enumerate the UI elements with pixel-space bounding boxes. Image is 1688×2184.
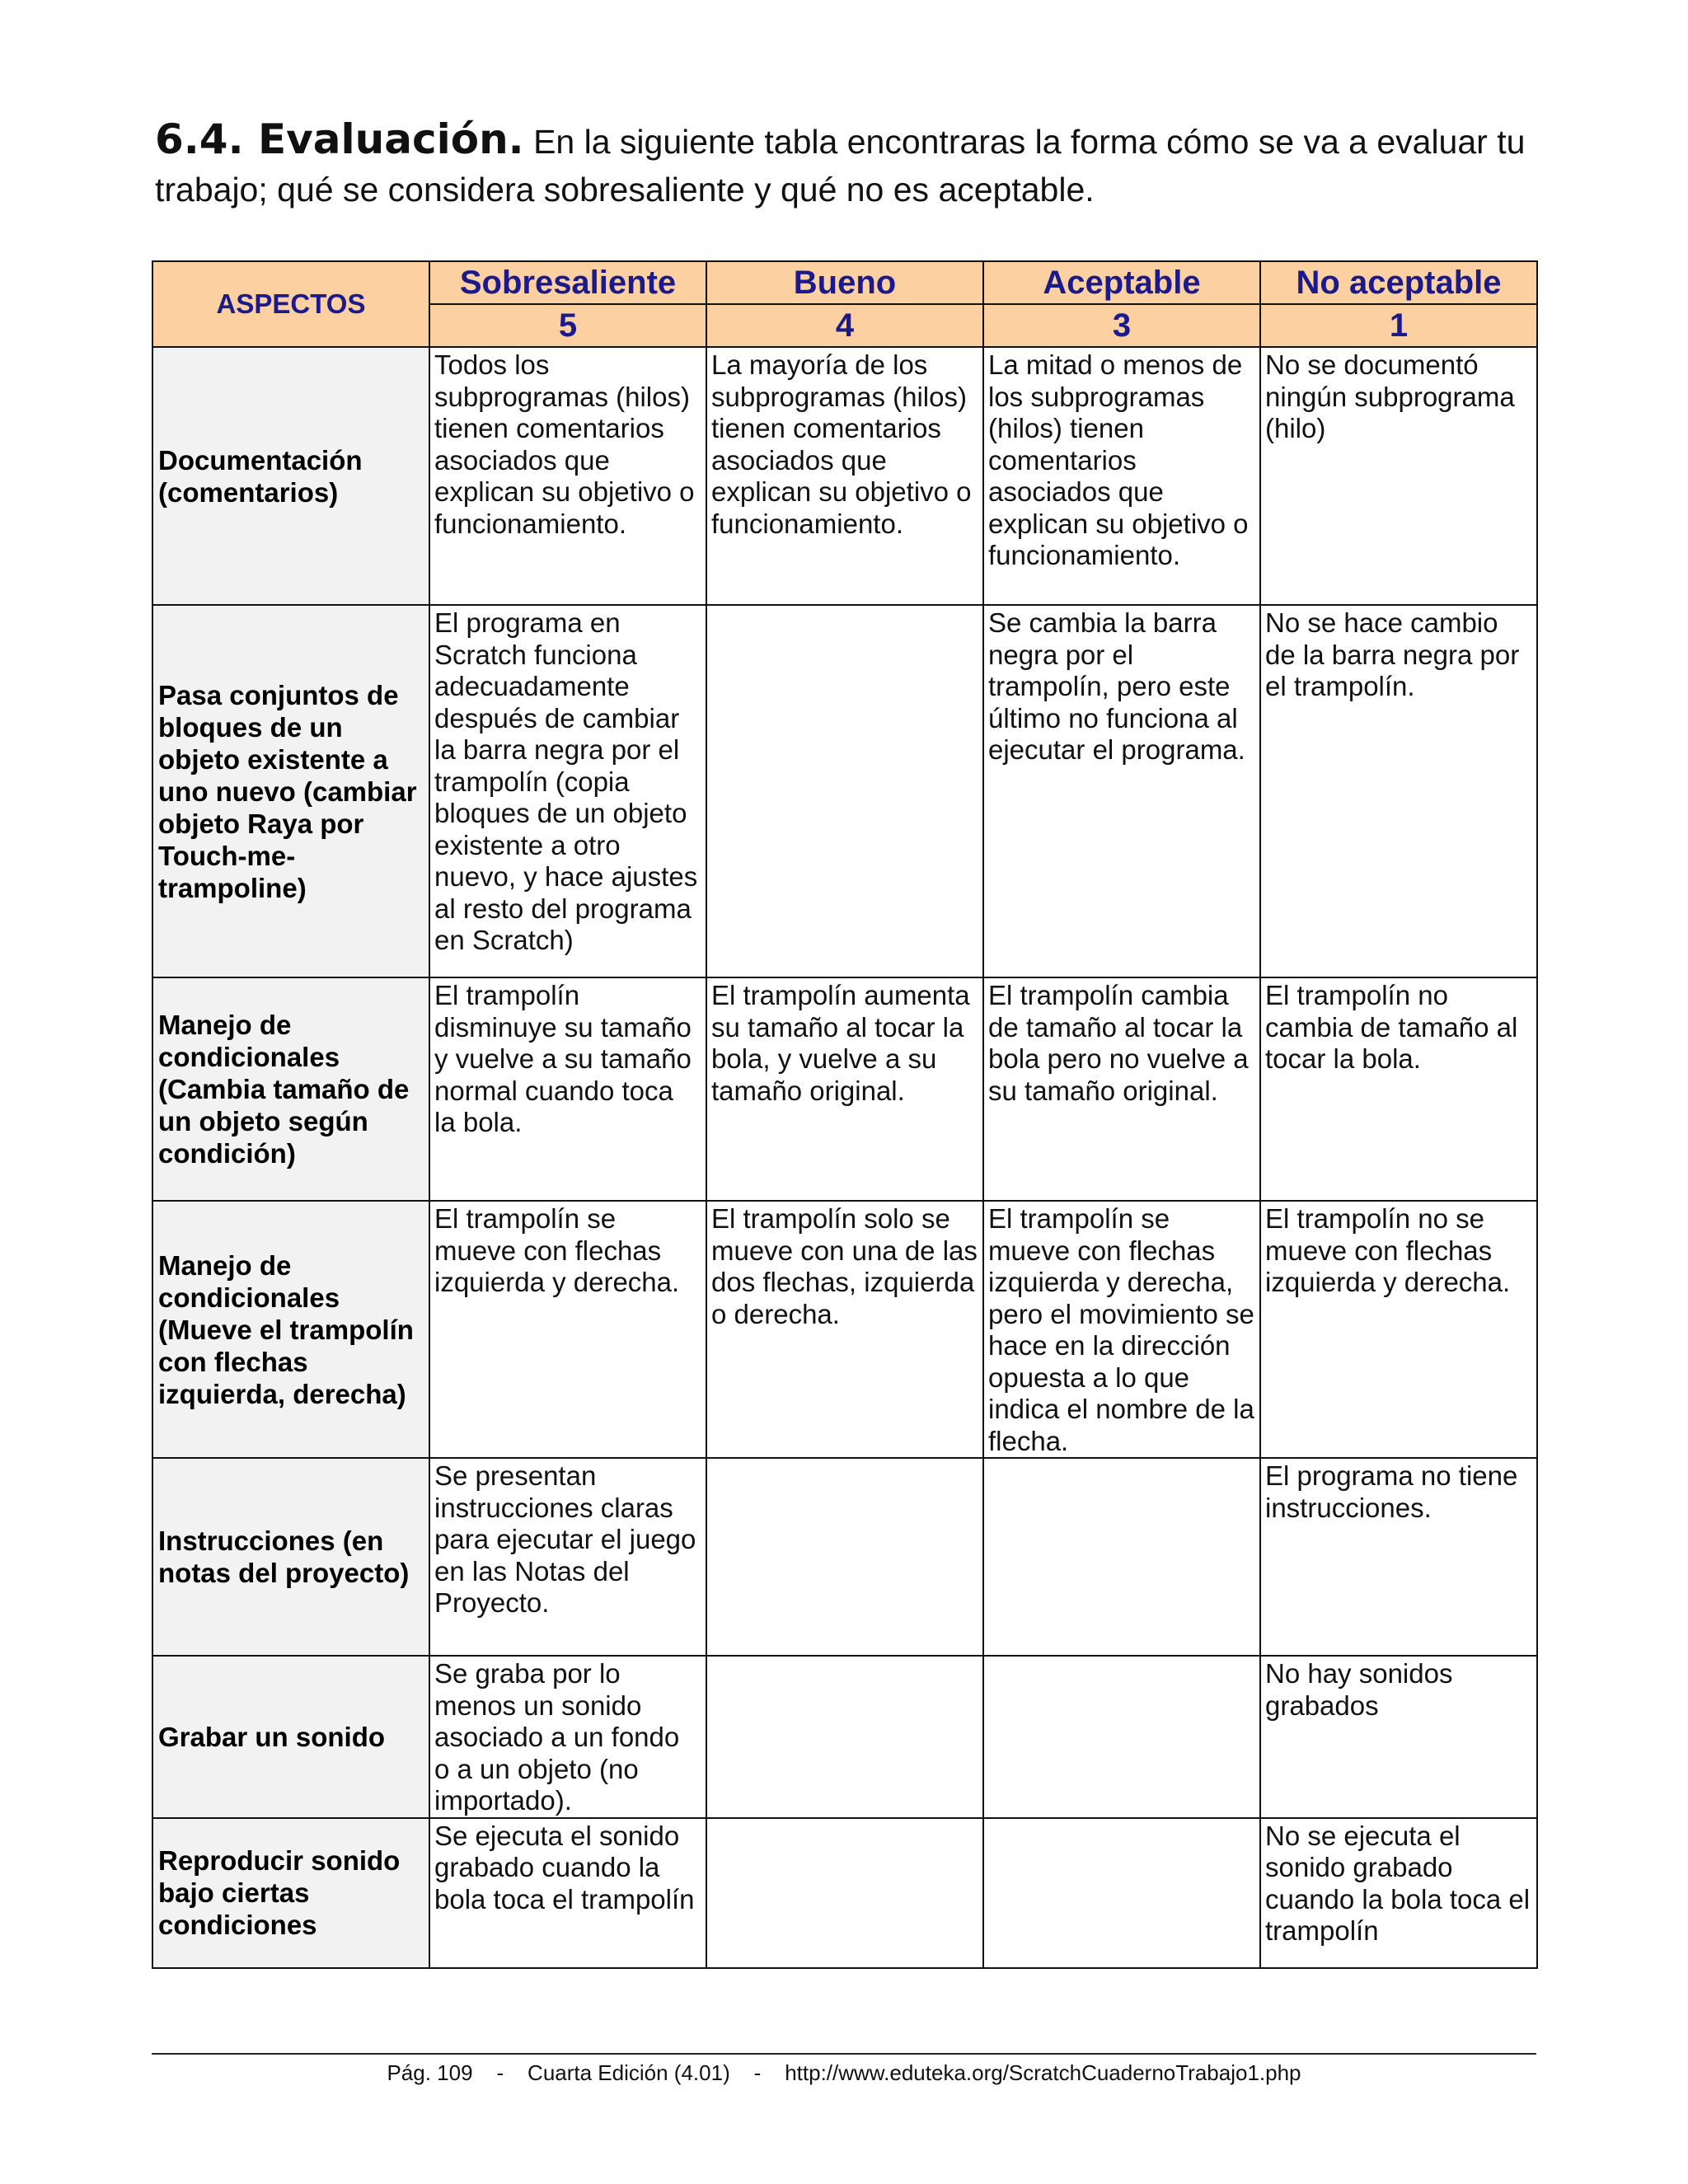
- aspect-label: Instrucciones (en notas del proyecto): [152, 1458, 429, 1656]
- criterion-cell: [983, 1458, 1260, 1656]
- table-row: [152, 347, 1537, 605]
- criterion-cell: No se ejecuta el sonido grabado cuando la bola toca el trampolín: [1260, 1818, 1537, 1968]
- score-header: 3: [983, 304, 1260, 347]
- criterion-cell: El programa en Scratch funciona adecuadamente después de cambiar la barra negra por el trampolín (copia bloques de un objeto existente a otro nuevo, y hace ajustes al resto del programa en Scratch): [429, 605, 706, 977]
- section-heading: [155, 115, 1589, 213]
- level-header: Sobresaliente: [429, 261, 706, 304]
- score-header: 4: [706, 304, 983, 347]
- criterion-cell: Se presentan instrucciones claras para ejecutar el juego en las Notas del Proyecto.: [429, 1458, 706, 1656]
- criterion-cell: [706, 1818, 983, 1968]
- criterion-cell: [706, 1458, 983, 1656]
- criterion-cell: Se ejecuta el sonido grabado cuando la bola toca el trampolín: [429, 1818, 706, 1968]
- table-row: [152, 1458, 1537, 1656]
- criterion-cell: Se cambia la barra negra por el trampolín, pero este último no funciona al ejecutar el programa.: [983, 605, 1260, 977]
- criterion-cell: El trampolín se mueve con flechas izquierda y derecha, pero el movimiento se hace en la dirección opuesta a lo que indica el nombre de la flecha.: [983, 1201, 1260, 1458]
- level-header: Bueno: [706, 261, 983, 304]
- criterion-cell: Se graba por lo menos un sonido asociado a un fondo o a un objeto (no importado).: [429, 1656, 706, 1818]
- aspect-label: Manejo de condicionales (Mueve el trampolín con flechas izquierda, derecha): [152, 1201, 429, 1458]
- table-row: [152, 1818, 1537, 1968]
- footer-divider: [152, 2053, 1536, 2055]
- aspect-label: Reproducir sonido bajo ciertas condiciones: [152, 1818, 429, 1968]
- header-row-levels: [152, 261, 1537, 304]
- table-row: [152, 605, 1537, 977]
- criterion-cell: No hay sonidos grabados: [1260, 1656, 1537, 1818]
- footer-url: http://www.eduteka.org/ScratchCuadernoTrabajo1.php: [785, 2060, 1301, 2085]
- level-header: Aceptable: [983, 261, 1260, 304]
- criterion-cell: El trampolín no cambia de tamaño al tocar la bola.: [1260, 977, 1537, 1201]
- table-row: [152, 1201, 1537, 1458]
- page-footer: [152, 2060, 1536, 2086]
- level-header: No aceptable: [1260, 261, 1537, 304]
- criterion-cell: El trampolín cambia de tamaño al tocar la bola pero no vuelve a su tamaño original.: [983, 977, 1260, 1201]
- criterion-cell: El trampolín se mueve con flechas izquierda y derecha.: [429, 1201, 706, 1458]
- criterion-cell: Todos los subprogramas (hilos) tienen comentarios asociados que explican su objetivo o funcionamiento.: [429, 347, 706, 605]
- table-row: [152, 1656, 1537, 1818]
- criterion-cell: El trampolín disminuye su tamaño y vuelve a su tamaño normal cuando toca la bola.: [429, 977, 706, 1201]
- criterion-cell: [983, 1656, 1260, 1818]
- aspect-label: Pasa conjuntos de bloques de un objeto existente a uno nuevo (cambiar objeto Raya por Touch-me-trampoline): [152, 605, 429, 977]
- criterion-cell: La mayoría de los subprogramas (hilos) tienen comentarios asociados que explican su objetivo o funcionamiento.: [706, 347, 983, 605]
- criterion-cell: [706, 1656, 983, 1818]
- footer-separator: -: [753, 2060, 762, 2085]
- criterion-cell: El programa no tiene instrucciones.: [1260, 1458, 1537, 1656]
- section-intro: En la siguiente tabla encontraras la forma cómo se va a evaluar tu trabajo; qué se considera sobresaliente y qué no es aceptable.: [155, 123, 1526, 209]
- edition-label: Cuarta Edición (4.01): [528, 2060, 730, 2085]
- section-title: 6.4. Evaluación.: [155, 115, 524, 163]
- aspect-label: Documentación (comentarios): [152, 347, 429, 605]
- criterion-cell: El trampolín aumenta su tamaño al tocar la bola, y vuelve a su tamaño original.: [706, 977, 983, 1201]
- table-row: [152, 977, 1537, 1201]
- criterion-cell: No se documentó ningún subprograma (hilo): [1260, 347, 1537, 605]
- aspect-label: Grabar un sonido: [152, 1656, 429, 1818]
- criterion-cell: [983, 1818, 1260, 1968]
- evaluation-rubric-table: [152, 260, 1538, 1969]
- criterion-cell: [706, 605, 983, 977]
- score-header: 5: [429, 304, 706, 347]
- footer-separator: -: [496, 2060, 504, 2085]
- page-number: Pág. 109: [387, 2060, 473, 2085]
- aspects-header: ASPECTOS: [152, 261, 429, 347]
- criterion-cell: La mitad o menos de los subprogramas (hilos) tienen comentarios asociados que explican su objetivo o funcionamiento.: [983, 347, 1260, 605]
- score-header: 1: [1260, 304, 1537, 347]
- aspect-label: Manejo de condicionales (Cambia tamaño de un objeto según condición): [152, 977, 429, 1201]
- criterion-cell: El trampolín no se mueve con flechas izquierda y derecha.: [1260, 1201, 1537, 1458]
- criterion-cell: No se hace cambio de la barra negra por el trampolín.: [1260, 605, 1537, 977]
- criterion-cell: El trampolín solo se mueve con una de las dos flechas, izquierda o derecha.: [706, 1201, 983, 1458]
